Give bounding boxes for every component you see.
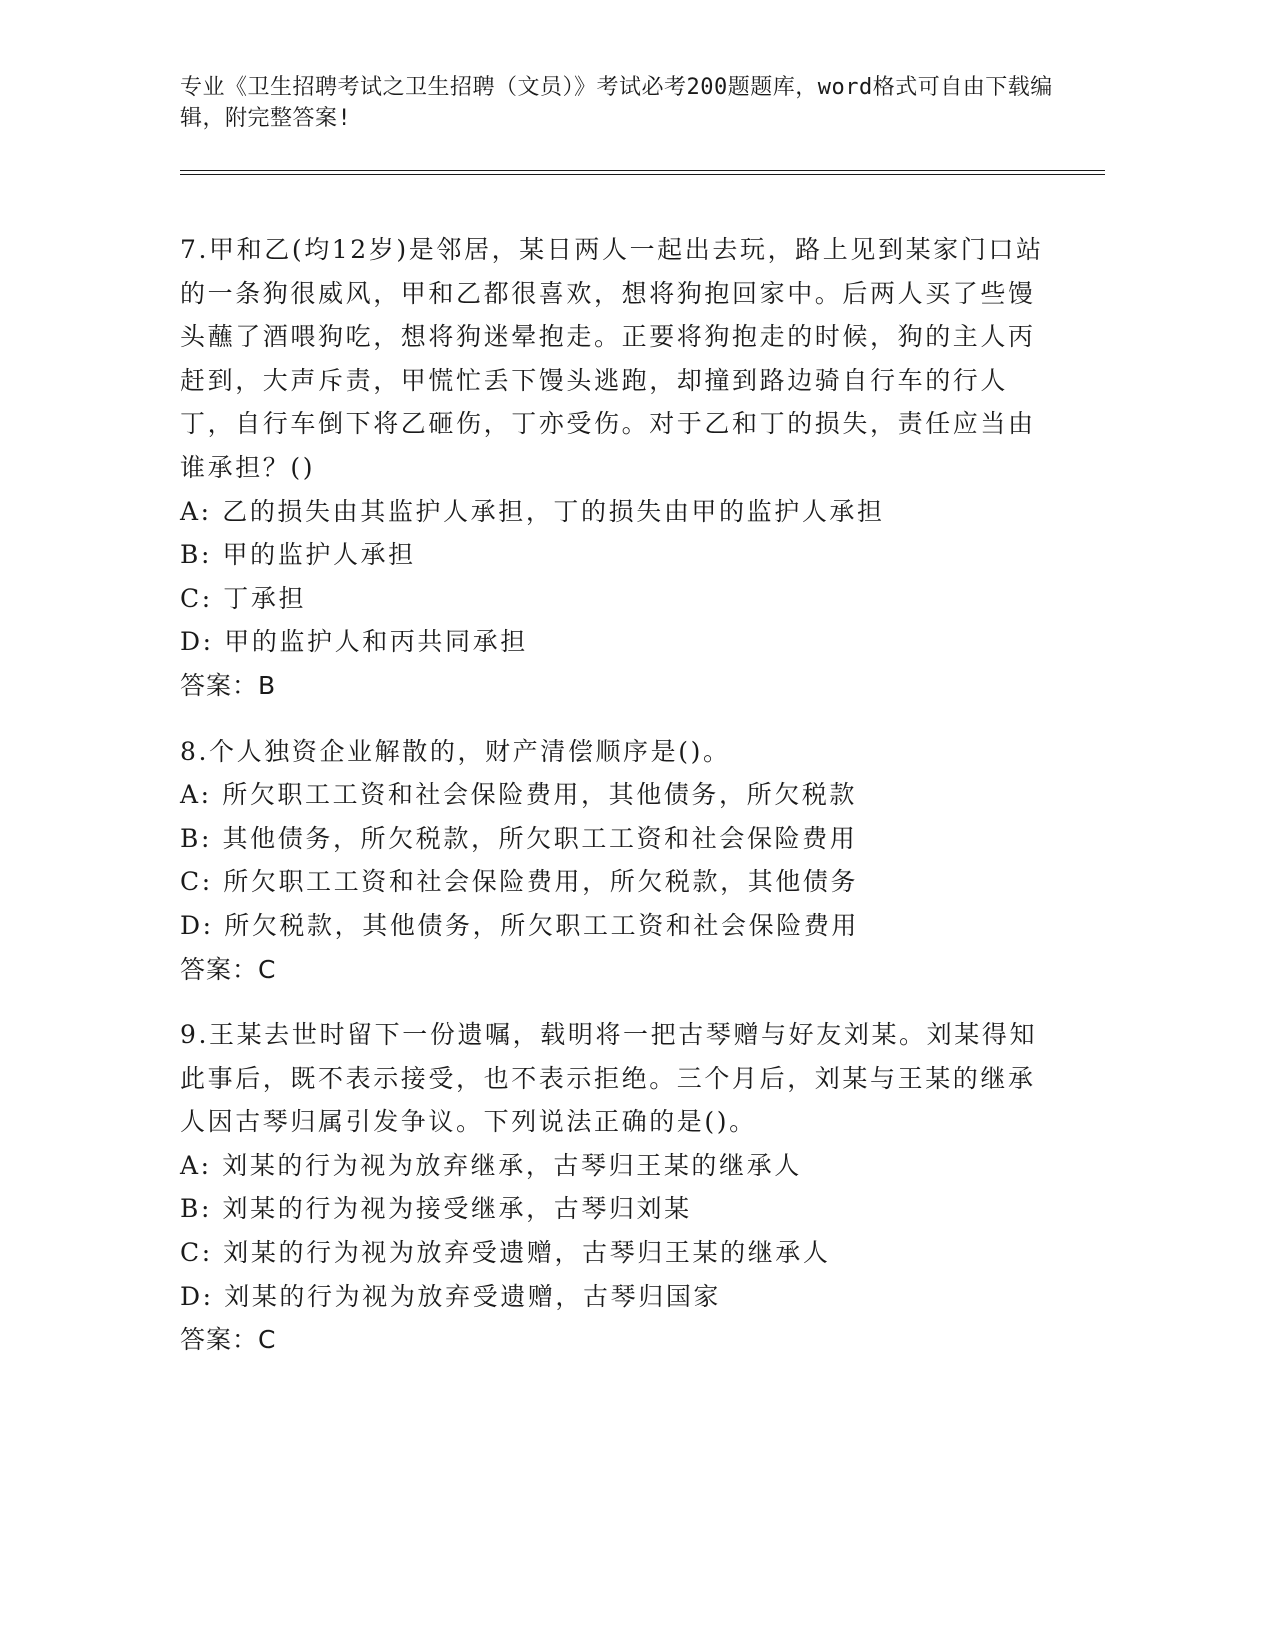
option-d: D: 所欠税款，其他债务，所欠职工工资和社会保险费用 xyxy=(180,910,860,940)
option-a: A: 所欠职工工资和社会保险费用，其他债务，所欠税款 xyxy=(180,780,858,810)
question-8 xyxy=(180,730,1060,992)
question-stem: 7.甲和乙(均12岁)是邻居，某日两人一起出去玩，路上见到某家门口站的一条狗很威风，甲和乙都很喜欢，想将狗抱回家中。后两人买了些馒头蘸了酒喂狗吃，想将狗迷晕抱走。正要将狗抱走的时候，狗的主人丙赶到，大声斥责，甲慌忙丢下馒头逃跑，却撞到路边骑自行车的行人丁，自行车倒下将乙砸伤，丁亦受伤。对于乙和丁的损失，责任应当由谁承担？() xyxy=(180,235,1044,482)
answer: 答案：C xyxy=(180,1325,277,1355)
header-divider-top xyxy=(180,170,1105,171)
question-7 xyxy=(180,228,1060,708)
option-b: B: 刘某的行为视为接受继承，古琴归刘某 xyxy=(180,1194,692,1224)
header-divider-bottom xyxy=(180,174,1105,175)
answer: 答案：C xyxy=(180,954,277,984)
option-c: C: 丁承担 xyxy=(180,583,307,613)
question-stem: 9.王某去世时留下一份遗嘱，载明将一把古琴赠与好友刘某。刘某得知此事后，既不表示接受，也不表示拒绝。三个月后，刘某与王某的继承人因古琴归属引发争议。下列说法正确的是()。 xyxy=(180,1020,1038,1137)
option-a: A: 乙的损失由其监护人承担，丁的损失由甲的监护人承担 xyxy=(180,496,885,526)
question-stem: 8.个人独资企业解散的，财产清偿顺序是()。 xyxy=(180,736,731,766)
option-c: C: 所欠职工工资和社会保险费用，所欠税款，其他债务 xyxy=(180,867,859,897)
option-d: D: 甲的监护人和丙共同承担 xyxy=(180,627,528,657)
document-header: 专业《卫生招聘考试之卫生招聘（文员）》考试必考200题题库，word格式可自由下载编辑，附完整答案! xyxy=(180,75,1053,131)
option-d: D: 刘某的行为视为放弃受遗赠，古琴归国家 xyxy=(180,1281,722,1311)
option-b: B: 其他债务，所欠税款，所欠职工工资和社会保险费用 xyxy=(180,823,858,853)
question-9 xyxy=(180,1013,1060,1362)
answer: 答案：B xyxy=(180,670,277,700)
option-a: A: 刘某的行为视为放弃继承，古琴归王某的继承人 xyxy=(180,1150,802,1180)
question-list xyxy=(180,228,1060,1384)
option-c: C: 刘某的行为视为放弃受遗赠，古琴归王某的继承人 xyxy=(180,1238,831,1268)
option-b: B: 甲的监护人承担 xyxy=(180,540,416,570)
